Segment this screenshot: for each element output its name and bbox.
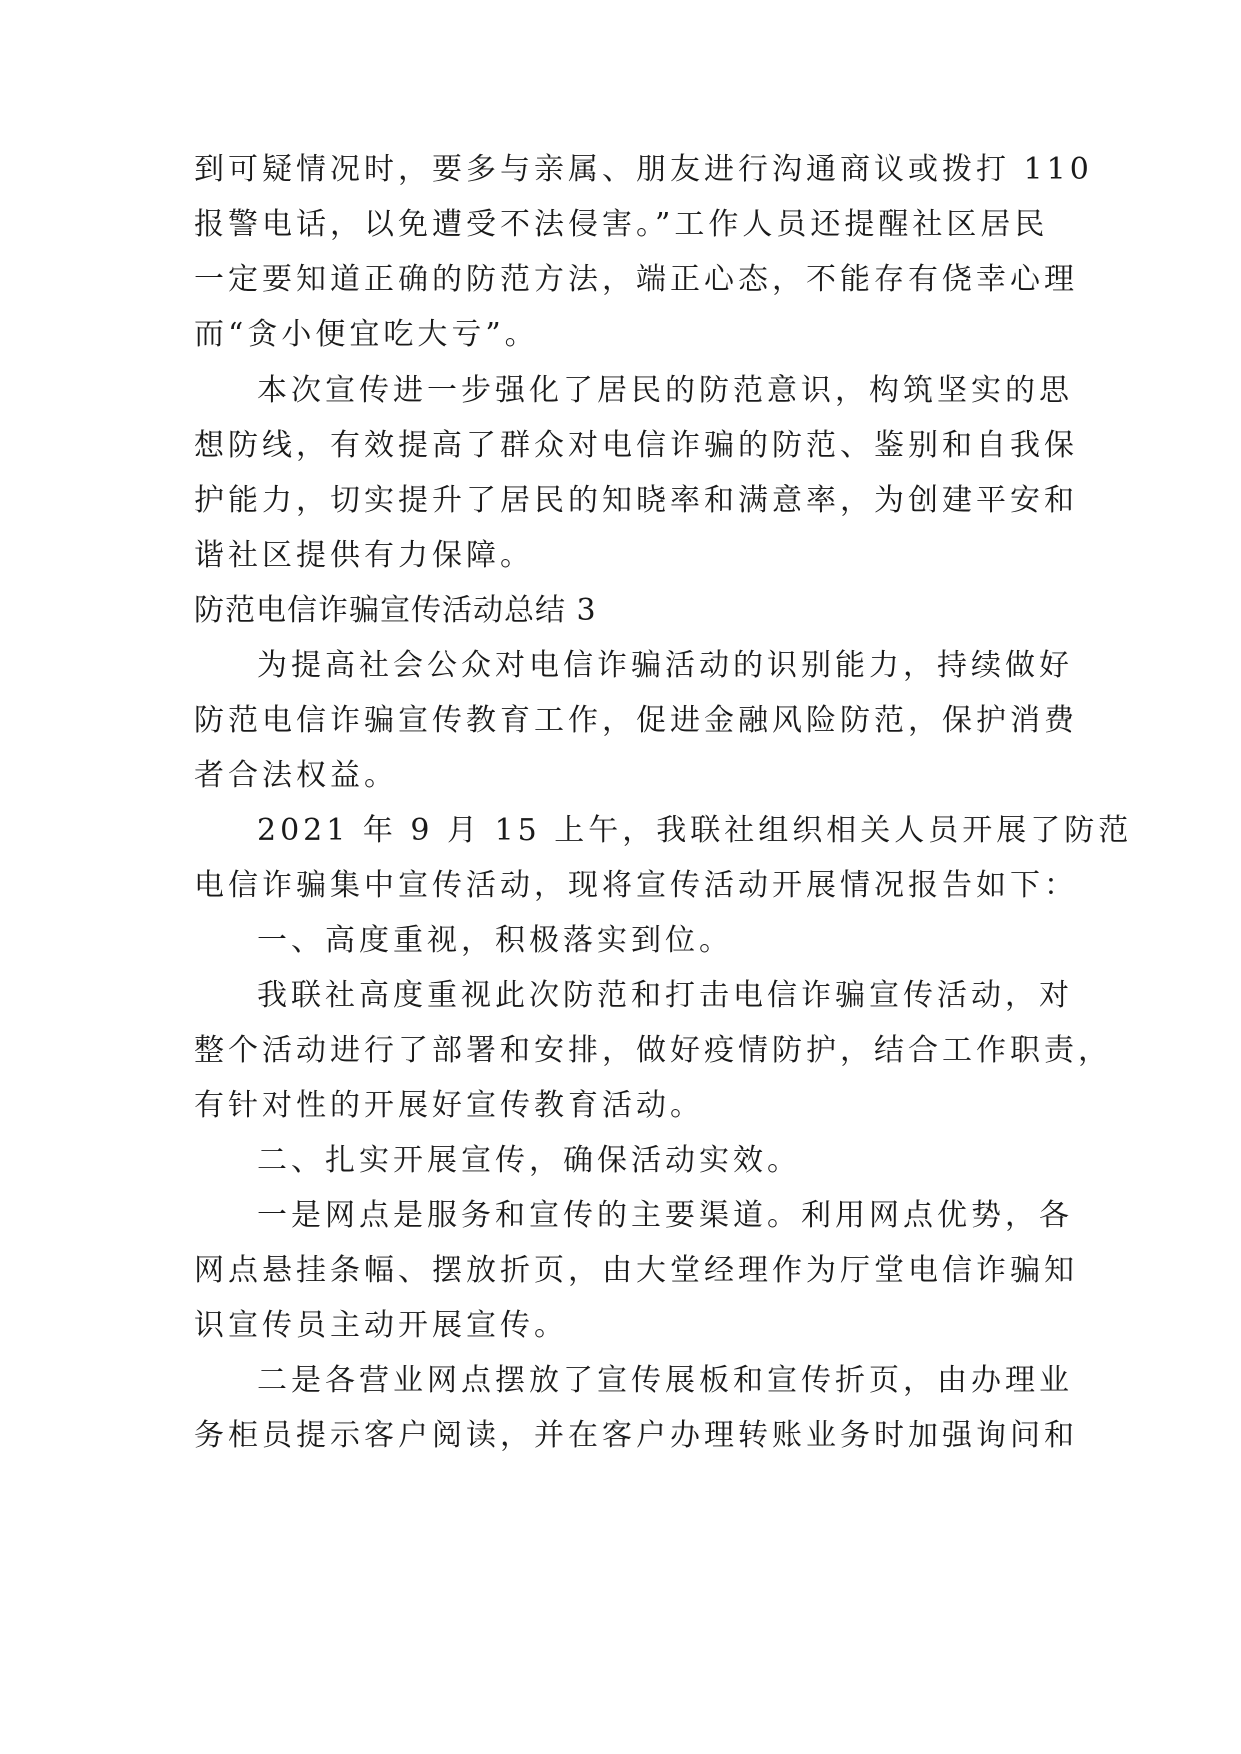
paragraph-line: 整个活动进行了部署和安排，做好疫情防护，结合工作职责， bbox=[194, 1033, 1112, 1068]
paragraph-line: 网点悬挂条幅、摆放折页，由大堂经理作为厅堂电信诈骗知 bbox=[194, 1253, 1078, 1288]
paragraph-line: 护能力，切实提升了居民的知晓率和满意率，为创建平安和 bbox=[194, 483, 1078, 518]
subheading-line: 一、高度重视，积极落实到位。 bbox=[257, 923, 733, 958]
paragraph-line: 到可疑情况时，要多与亲属、朋友进行沟通商议或拨打 110 bbox=[194, 152, 1093, 187]
paragraph-line: 2021 年 9 月 15 上午，我联社组织相关人员开展了防范 bbox=[257, 813, 1133, 848]
subheading-line: 二、扎实开展宣传，确保活动实效。 bbox=[257, 1143, 801, 1178]
paragraph-line: 报警电话，以免遭受不法侵害。”工作人员还提醒社区居民 bbox=[194, 207, 1049, 242]
paragraph-line: 务柜员提示客户阅读，并在客户办理转账业务时加强询问和 bbox=[194, 1418, 1078, 1453]
paragraph-line: 而“贪小便宜吃大亏”。 bbox=[194, 317, 539, 352]
paragraph-line: 我联社高度重视此次防范和打击电信诈骗宣传活动，对 bbox=[257, 978, 1073, 1013]
paragraph-line: 谐社区提供有力保障。 bbox=[194, 538, 534, 573]
paragraph-line: 为提高社会公众对电信诈骗活动的识别能力，持续做好 bbox=[257, 648, 1073, 683]
paragraph-line: 一定要知道正确的防范方法，端正心态，不能存有侥幸心理 bbox=[194, 262, 1078, 297]
paragraph-line: 防范电信诈骗宣传教育工作，促进金融风险防范，保护消费 bbox=[194, 703, 1078, 738]
paragraph-line: 电信诈骗集中宣传活动，现将宣传活动开展情况报告如下： bbox=[194, 868, 1078, 903]
paragraph-line: 识宣传员主动开展宣传。 bbox=[194, 1308, 568, 1343]
paragraph-line: 一是网点是服务和宣传的主要渠道。利用网点优势，各 bbox=[257, 1198, 1073, 1233]
section-heading: 防范电信诈骗宣传活动总结 3 bbox=[194, 593, 597, 628]
paragraph-line: 有针对性的开展好宣传教育活动。 bbox=[194, 1088, 704, 1123]
paragraph-line: 二是各营业网点摆放了宣传展板和宣传折页，由办理业 bbox=[257, 1363, 1073, 1398]
paragraph-line: 想防线，有效提高了群众对电信诈骗的防范、鉴别和自我保 bbox=[194, 428, 1078, 463]
paragraph-line: 本次宣传进一步强化了居民的防范意识，构筑坚实的思 bbox=[257, 373, 1073, 408]
paragraph-line: 者合法权益。 bbox=[194, 758, 398, 793]
